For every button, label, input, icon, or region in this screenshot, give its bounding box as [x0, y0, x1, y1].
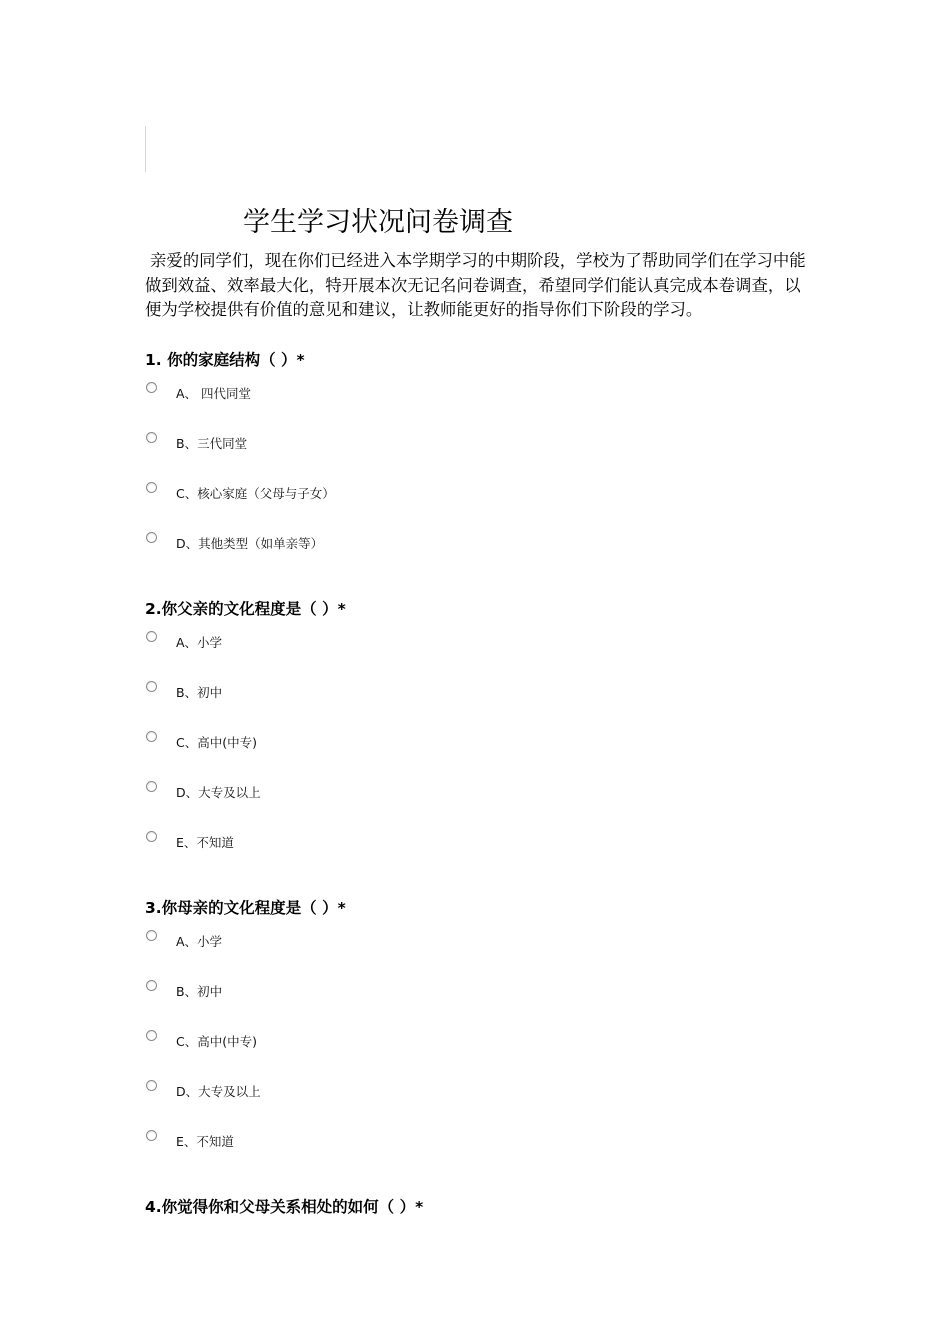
option-label: E、不知道 — [176, 1134, 234, 1149]
option-item[interactable] — [145, 376, 845, 426]
radio-button[interactable] — [146, 1030, 157, 1041]
option-item[interactable] — [145, 924, 845, 974]
option-item[interactable] — [145, 526, 845, 576]
option-label: B、初中 — [176, 984, 223, 999]
margin-mark — [145, 126, 146, 172]
option-list — [145, 376, 845, 576]
radio-button[interactable] — [146, 382, 157, 393]
radio-button[interactable] — [146, 631, 157, 642]
option-label: A、小学 — [176, 934, 223, 949]
radio-button[interactable] — [146, 731, 157, 742]
option-label: D、大专及以上 — [176, 785, 261, 800]
option-item[interactable] — [145, 974, 845, 1024]
option-list — [145, 625, 845, 875]
radio-button[interactable] — [146, 781, 157, 792]
option-item[interactable] — [145, 825, 845, 875]
question-title: 3.你母亲的文化程度是（ ）* — [145, 899, 346, 917]
question-3 — [145, 897, 845, 1169]
option-label: E、不知道 — [176, 835, 234, 850]
question-title: 4.你觉得你和父母关系相处的如何（ ）* — [145, 1198, 424, 1216]
radio-button[interactable] — [146, 532, 157, 543]
radio-button[interactable] — [146, 482, 157, 493]
radio-button[interactable] — [146, 930, 157, 941]
option-item[interactable] — [145, 725, 845, 775]
option-item[interactable] — [145, 476, 845, 526]
option-item[interactable] — [145, 625, 845, 675]
question-2 — [145, 598, 845, 870]
option-label: C、高中(中专) — [176, 735, 257, 750]
question-title: 2.你父亲的文化程度是（ ）* — [145, 600, 346, 618]
option-list — [145, 924, 845, 1174]
radio-button[interactable] — [146, 432, 157, 443]
radio-button[interactable] — [146, 980, 157, 991]
radio-button[interactable] — [146, 1130, 157, 1141]
radio-button[interactable] — [146, 831, 157, 842]
option-item[interactable] — [145, 775, 845, 825]
option-item[interactable] — [145, 1024, 845, 1074]
option-label: D、大专及以上 — [176, 1084, 261, 1099]
intro-paragraph: 亲爱的同学们，现在你们已经进入本学期学习的中期阶段，学校为了帮助同学们在学习中能做到效益、效率最大化，特开展本次无记名问卷调查，希望同学们能认真完成本卷调查，以便为学校提供有价值的意见和建议，让教师能更好的指导你们下阶段的学习。 — [145, 251, 806, 319]
radio-button[interactable] — [146, 1080, 157, 1091]
option-item[interactable] — [145, 1124, 845, 1174]
option-item[interactable] — [145, 675, 845, 725]
radio-button[interactable] — [146, 681, 157, 692]
option-label: D、其他类型（如单亲等） — [176, 536, 324, 551]
option-item[interactable] — [145, 1074, 845, 1124]
option-label: B、初中 — [176, 685, 223, 700]
option-item[interactable] — [145, 426, 845, 476]
option-label: A、 四代同堂 — [176, 386, 252, 401]
question-4 — [145, 1196, 845, 1218]
question-1 — [145, 349, 845, 571]
question-title: 1. 你的家庭结构（ ）* — [145, 351, 305, 369]
option-label: C、高中(中专) — [176, 1034, 257, 1049]
option-label: B、三代同堂 — [176, 436, 248, 451]
page-title: 学生学习状况问卷调查 — [243, 207, 513, 238]
option-label: C、核心家庭（父母与子女） — [176, 486, 335, 501]
option-label: A、小学 — [176, 635, 223, 650]
